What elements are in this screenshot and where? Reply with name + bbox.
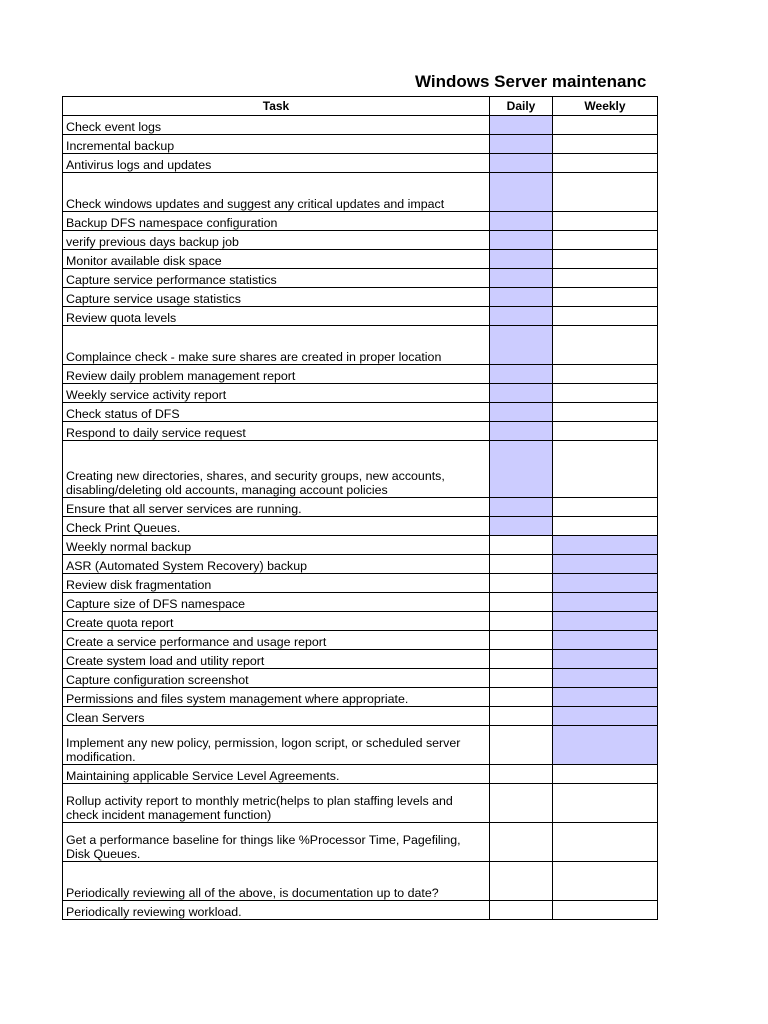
daily-cell[interactable]: [490, 650, 553, 669]
weekly-cell[interactable]: [553, 901, 658, 920]
task-cell[interactable]: Monitor available disk space: [63, 250, 490, 269]
daily-cell[interactable]: [490, 250, 553, 269]
table-row: [63, 154, 658, 173]
table-row: [63, 726, 658, 765]
weekly-cell[interactable]: [553, 517, 658, 536]
task-cell[interactable]: Complaince check - make sure shares are created in proper location: [63, 326, 490, 365]
daily-cell[interactable]: [490, 517, 553, 536]
weekly-cell[interactable]: [553, 135, 658, 154]
table-row: [63, 901, 658, 920]
daily-cell[interactable]: [490, 688, 553, 707]
daily-cell[interactable]: [490, 403, 553, 422]
task-cell[interactable]: Implement any new policy, permission, logon script, or scheduled server modification.: [63, 726, 490, 765]
daily-cell[interactable]: [490, 441, 553, 498]
daily-cell[interactable]: [490, 231, 553, 250]
table-row: [63, 116, 658, 135]
table-row: [63, 498, 658, 517]
weekly-cell[interactable]: [553, 441, 658, 498]
weekly-cell[interactable]: [553, 707, 658, 726]
daily-cell[interactable]: [490, 173, 553, 212]
task-cell[interactable]: Clean Servers: [63, 707, 490, 726]
task-cell[interactable]: Capture service performance statistics: [63, 269, 490, 288]
table-row: [63, 441, 658, 498]
table-body: [63, 116, 658, 920]
table-row: [63, 862, 658, 901]
task-cell[interactable]: Get a performance baseline for things like %Processor Time, Pagefiling, Disk Queues.: [63, 823, 490, 862]
table-row: [63, 365, 658, 384]
task-cell[interactable]: Antivirus logs and updates: [63, 154, 490, 173]
table-row: [63, 403, 658, 422]
table-row: [63, 574, 658, 593]
table-row: [63, 631, 658, 650]
task-cell[interactable]: Ensure that all server services are running.: [63, 498, 490, 517]
task-cell[interactable]: Check windows updates and suggest any critical updates and impact: [63, 173, 490, 212]
weekly-cell[interactable]: [553, 631, 658, 650]
daily-cell[interactable]: [490, 365, 553, 384]
task-cell[interactable]: Rollup activity report to monthly metric(helps to plan staffing levels and check incident management function): [63, 784, 490, 823]
weekly-cell[interactable]: [553, 116, 658, 135]
header-daily[interactable]: Daily: [490, 97, 553, 116]
task-cell[interactable]: verify previous days backup job: [63, 231, 490, 250]
daily-cell[interactable]: [490, 212, 553, 231]
daily-cell[interactable]: [490, 901, 553, 920]
weekly-cell[interactable]: [553, 765, 658, 784]
table-row: [63, 650, 658, 669]
task-cell[interactable]: Check event logs: [63, 116, 490, 135]
weekly-cell[interactable]: [553, 326, 658, 365]
task-cell[interactable]: Check status of DFS: [63, 403, 490, 422]
daily-cell[interactable]: [490, 307, 553, 326]
daily-cell[interactable]: [490, 288, 553, 307]
weekly-cell[interactable]: [553, 650, 658, 669]
weekly-cell[interactable]: [553, 574, 658, 593]
table-row: [63, 326, 658, 365]
weekly-cell[interactable]: [553, 422, 658, 441]
table-row: [63, 517, 658, 536]
sheet-title: Windows Server maintenanc: [415, 72, 647, 91]
daily-cell[interactable]: [490, 707, 553, 726]
table-row: [63, 173, 658, 212]
weekly-cell[interactable]: [553, 403, 658, 422]
weekly-cell[interactable]: [553, 862, 658, 901]
table-row: [63, 707, 658, 726]
daily-cell[interactable]: [490, 135, 553, 154]
table-row: [63, 688, 658, 707]
daily-cell[interactable]: [490, 784, 553, 823]
task-cell[interactable]: Incremental backup: [63, 135, 490, 154]
task-cell[interactable]: Capture size of DFS namespace: [63, 593, 490, 612]
daily-cell[interactable]: [490, 765, 553, 784]
daily-cell[interactable]: [490, 536, 553, 555]
task-cell[interactable]: Respond to daily service request: [63, 422, 490, 441]
daily-cell[interactable]: [490, 612, 553, 631]
task-cell[interactable]: Create system load and utility report: [63, 650, 490, 669]
task-cell[interactable]: Capture configuration screenshot: [63, 669, 490, 688]
task-cell[interactable]: Review daily problem management report: [63, 365, 490, 384]
table-row: [63, 250, 658, 269]
table-row: [63, 784, 658, 823]
weekly-cell[interactable]: [553, 173, 658, 212]
task-cell[interactable]: Periodically reviewing all of the above, is documentation up to date?: [63, 862, 490, 901]
daily-cell[interactable]: [490, 498, 553, 517]
table-row: [63, 536, 658, 555]
table-row: [63, 555, 658, 574]
task-cell[interactable]: Review quota levels: [63, 307, 490, 326]
daily-cell[interactable]: [490, 555, 553, 574]
daily-cell[interactable]: [490, 116, 553, 135]
table-row: [63, 269, 658, 288]
table-row: [63, 212, 658, 231]
weekly-cell[interactable]: [553, 498, 658, 517]
task-cell[interactable]: Review disk fragmentation: [63, 574, 490, 593]
task-cell[interactable]: Weekly normal backup: [63, 536, 490, 555]
weekly-cell[interactable]: [553, 669, 658, 688]
daily-cell[interactable]: [490, 631, 553, 650]
task-cell[interactable]: Capture service usage statistics: [63, 288, 490, 307]
table-row: [63, 288, 658, 307]
weekly-cell[interactable]: [553, 536, 658, 555]
weekly-cell[interactable]: [553, 612, 658, 631]
weekly-cell[interactable]: [553, 384, 658, 403]
header-weekly[interactable]: Weekly: [553, 97, 658, 116]
weekly-cell[interactable]: [553, 784, 658, 823]
task-cell[interactable]: Create quota report: [63, 612, 490, 631]
weekly-cell[interactable]: [553, 269, 658, 288]
table-row: [63, 384, 658, 403]
header-row: [63, 97, 658, 116]
daily-cell[interactable]: [490, 823, 553, 862]
weekly-cell[interactable]: [553, 593, 658, 612]
task-cell[interactable]: Backup DFS namespace configuration: [63, 212, 490, 231]
weekly-cell[interactable]: [553, 212, 658, 231]
task-cell[interactable]: ASR (Automated System Recovery) backup: [63, 555, 490, 574]
table-row: [63, 135, 658, 154]
daily-cell[interactable]: [490, 154, 553, 173]
task-cell[interactable]: Maintaining applicable Service Level Agreements.: [63, 765, 490, 784]
task-cell[interactable]: Weekly service activity report: [63, 384, 490, 403]
task-cell[interactable]: Create a service performance and usage report: [63, 631, 490, 650]
weekly-cell[interactable]: [553, 555, 658, 574]
weekly-cell[interactable]: [553, 307, 658, 326]
table-row: [63, 669, 658, 688]
table-row: [63, 823, 658, 862]
table-row: [63, 593, 658, 612]
weekly-cell[interactable]: [553, 365, 658, 384]
table-row: [63, 307, 658, 326]
weekly-cell[interactable]: [553, 726, 658, 765]
task-cell[interactable]: Periodically reviewing workload.: [63, 901, 490, 920]
task-cell[interactable]: Check Print Queues.: [63, 517, 490, 536]
daily-cell[interactable]: [490, 269, 553, 288]
table-row: [63, 231, 658, 250]
header-task[interactable]: Task: [63, 97, 490, 116]
daily-cell[interactable]: [490, 574, 553, 593]
task-cell[interactable]: Permissions and files system management where appropriate.: [63, 688, 490, 707]
weekly-cell[interactable]: [553, 823, 658, 862]
daily-cell[interactable]: [490, 384, 553, 403]
daily-cell[interactable]: [490, 326, 553, 365]
weekly-cell[interactable]: [553, 688, 658, 707]
maintenance-table: [62, 96, 658, 920]
table-row: [63, 612, 658, 631]
task-cell[interactable]: Creating new directories, shares, and security groups, new accounts, disabling/deleting old accounts, managing account policies: [63, 441, 490, 498]
daily-cell[interactable]: [490, 862, 553, 901]
daily-cell[interactable]: [490, 422, 553, 441]
weekly-cell[interactable]: [553, 231, 658, 250]
daily-cell[interactable]: [490, 726, 553, 765]
table-row: [63, 765, 658, 784]
weekly-cell[interactable]: [553, 154, 658, 173]
weekly-cell[interactable]: [553, 250, 658, 269]
table-row: [63, 422, 658, 441]
daily-cell[interactable]: [490, 669, 553, 688]
daily-cell[interactable]: [490, 593, 553, 612]
weekly-cell[interactable]: [553, 288, 658, 307]
